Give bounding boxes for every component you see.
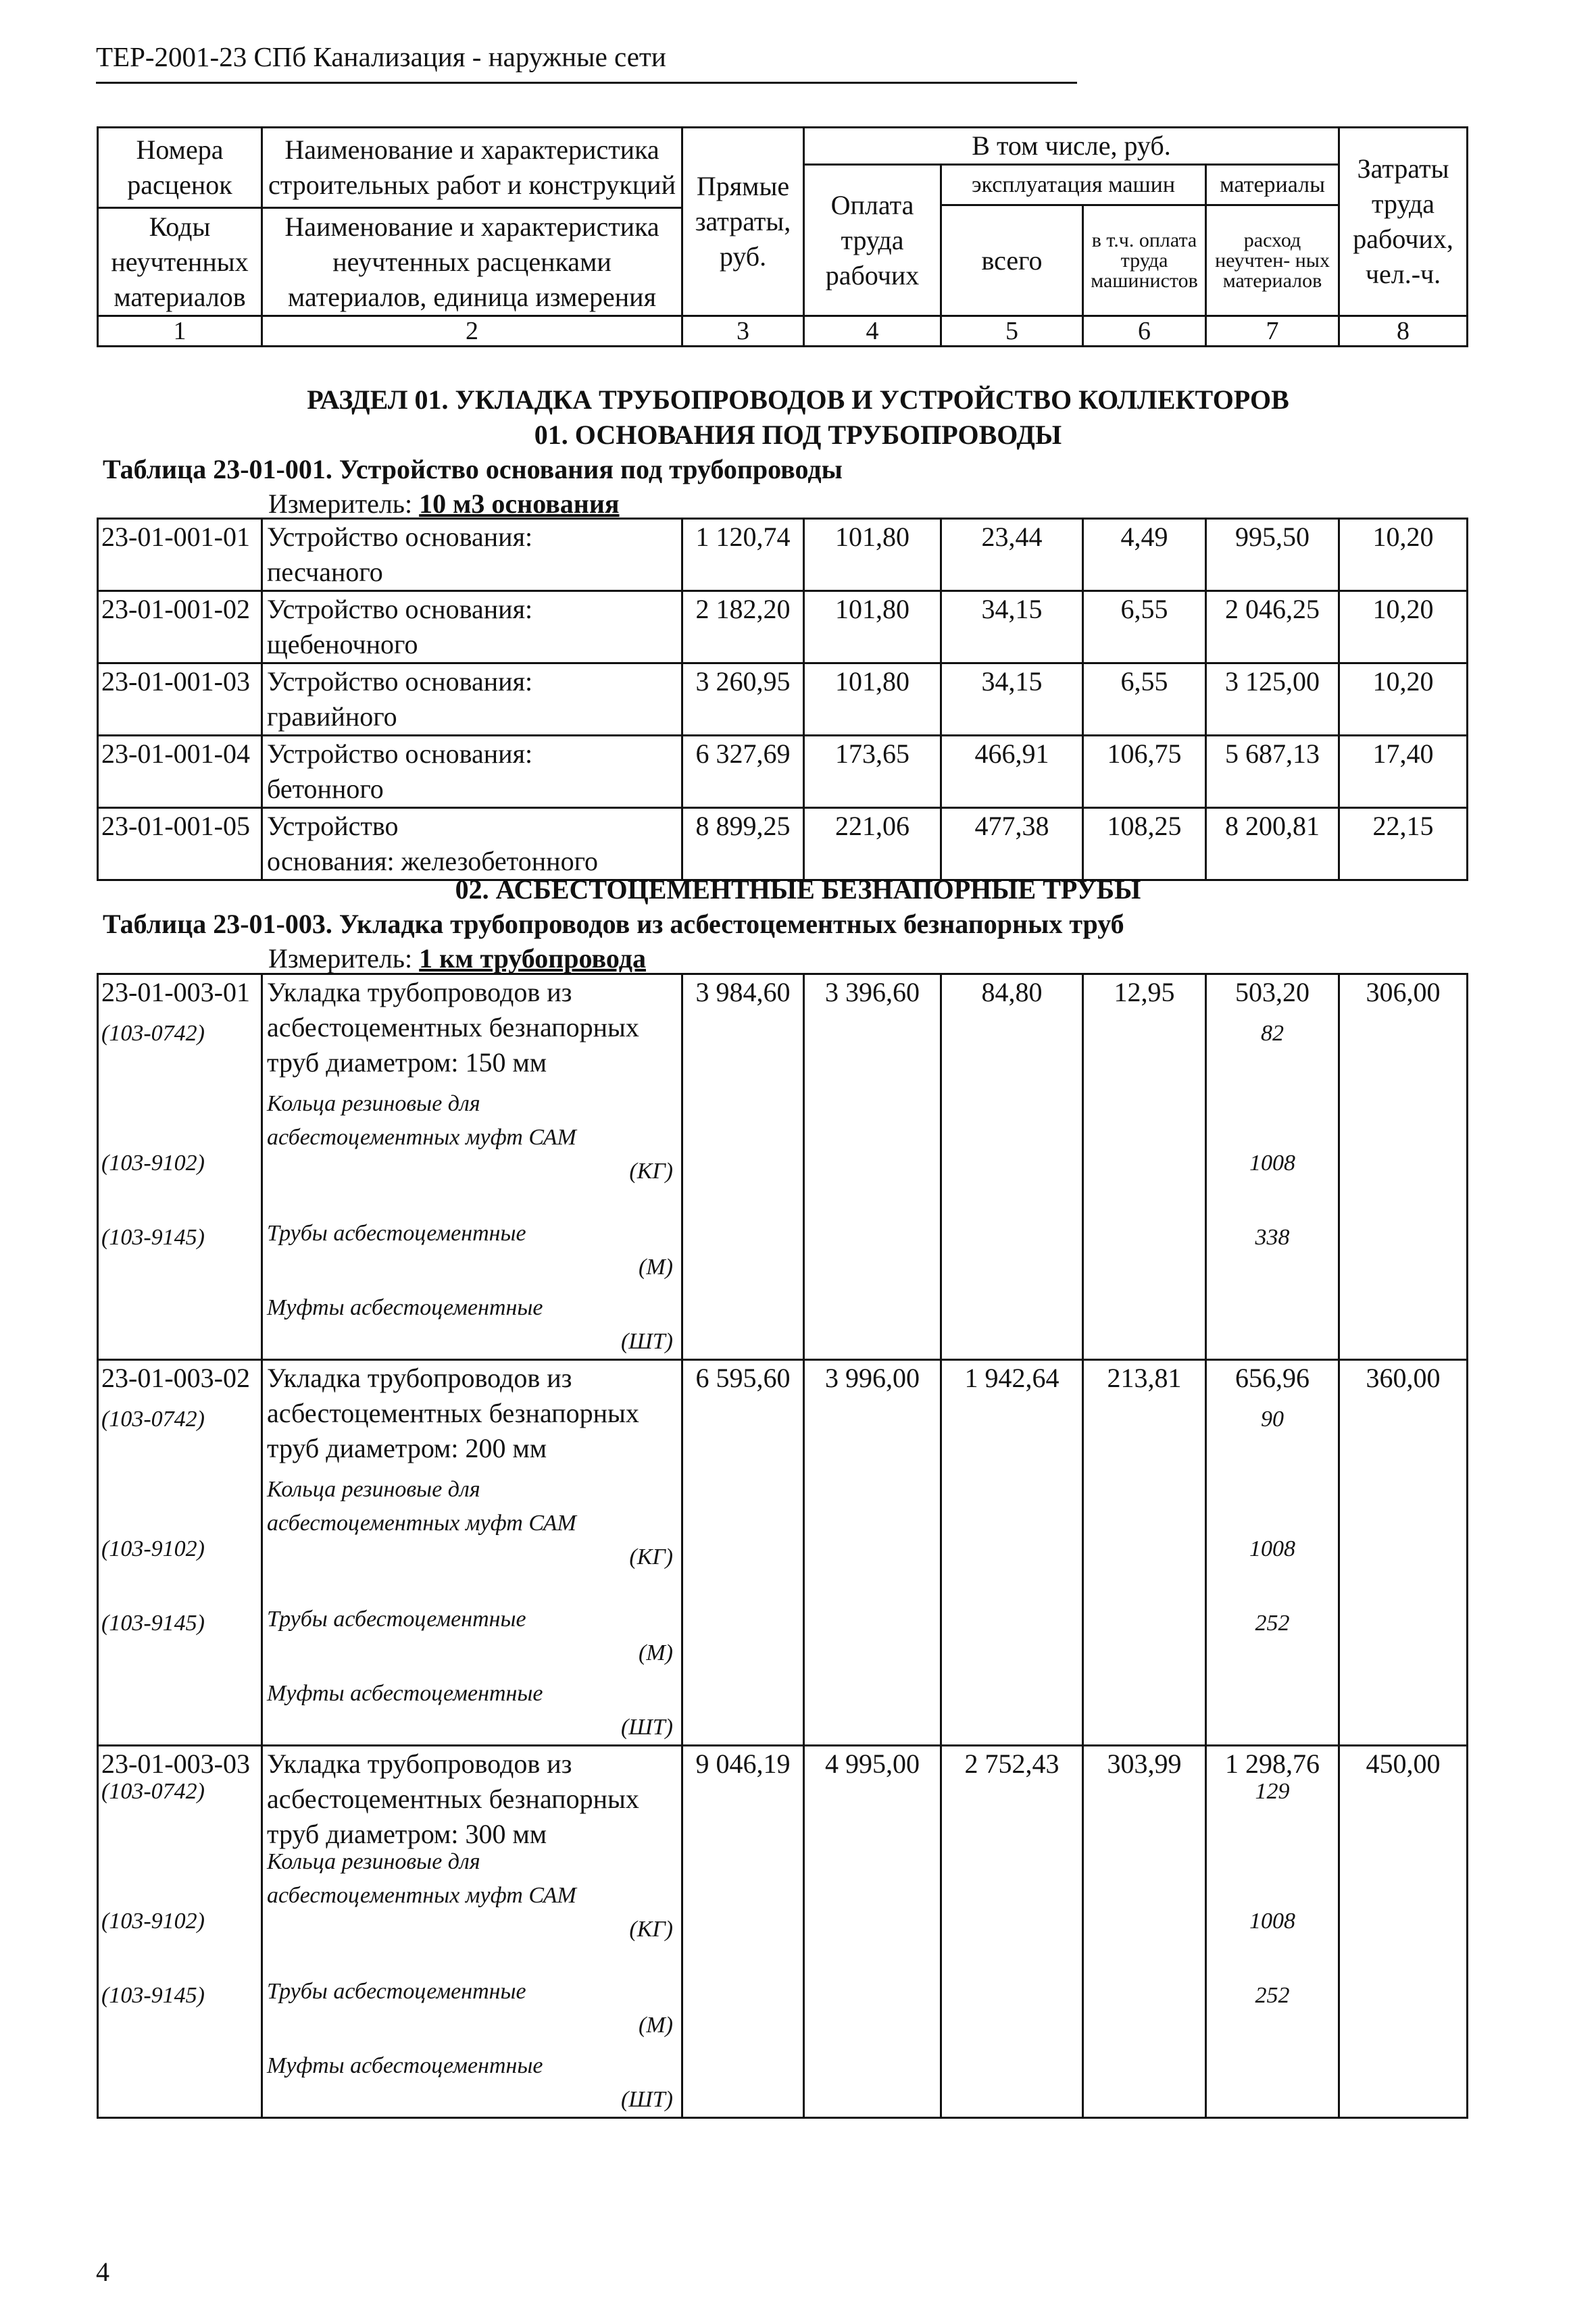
cell-labor: 306,00	[1339, 974, 1468, 1360]
cell-labor: 360,00	[1339, 1360, 1468, 1746]
rate-name-line: Устройство основания:	[267, 666, 533, 697]
cell-direct: 6 327,69	[682, 736, 804, 808]
cell-direct: 6 595,60	[682, 1360, 804, 1746]
rate-name-line: Устройство основания:	[267, 594, 533, 624]
rate-code-cell	[98, 1360, 262, 1746]
cell-labor: 22,15	[1339, 808, 1468, 880]
col-name-header: Наименование и характеристика строительных работ и конструкций	[262, 128, 682, 208]
cell-mach-wage: 303,99	[1083, 1746, 1206, 2118]
col-number: 8	[1339, 316, 1468, 347]
section-title: РАЗДЕЛ 01. УКЛАДКА ТРУБОПРОВОДОВ И УСТРОЙСТВО КОЛЛЕКТОРОВ	[307, 384, 1289, 415]
unit-label: Измеритель:	[268, 488, 413, 519]
rate-name-line: гравийного	[267, 701, 397, 732]
rate-name	[262, 1360, 682, 1746]
material-name-line: Муфты асбестоцементные	[267, 2053, 543, 2078]
cell-materials	[1206, 1360, 1339, 1746]
table1	[97, 518, 1468, 881]
material-unit: (КГ)	[629, 1544, 673, 1569]
rate-name-line: Устройство	[267, 811, 399, 841]
col-number: 6	[1083, 316, 1206, 347]
rate-name-line: Укладка трубопроводов из	[267, 977, 572, 1007]
material-code: (103-9102)	[101, 1151, 205, 1176]
rate-name	[262, 663, 682, 736]
rate-name-line: щебеночного	[267, 629, 418, 659]
col-number: 7	[1206, 316, 1339, 347]
material-name-line: асбестоцементных муфт САМ	[267, 1883, 576, 1908]
material-code: (103-0742)	[101, 1021, 205, 1046]
cell-mach: 2 752,43	[941, 1746, 1083, 2118]
col-materials-unaccounted-header: расход неучтен- ных материалов	[1206, 205, 1339, 316]
rate-code-cell	[98, 974, 262, 1360]
table2	[97, 973, 1468, 2119]
cell-materials: 8 200,81	[1206, 808, 1339, 880]
rate-code-cell	[98, 1746, 262, 2118]
unit-value: 10 м3 основания	[419, 488, 620, 519]
cell-mach: 477,38	[941, 808, 1083, 880]
cell-wage: 221,06	[804, 808, 941, 880]
cell-mach-wage: 6,55	[1083, 591, 1206, 663]
rate-name-line: Устройство основания:	[267, 522, 533, 552]
col-machines-wage-header: в т.ч. оплата труда машинистов	[1083, 205, 1206, 316]
cell-materials	[1206, 974, 1339, 1360]
material-code-block	[101, 1979, 258, 2046]
material-unit: (М)	[639, 1640, 673, 1665]
rate-name-line: Укладка трубопроводов из	[267, 1749, 572, 1779]
cell-wage: 4 995,00	[804, 1746, 941, 2118]
cell-mach-wage: 108,25	[1083, 808, 1206, 880]
cell-labor: 10,20	[1339, 663, 1468, 736]
col-machines-header: эксплуатация машин	[941, 165, 1206, 205]
rate-code: 23-01-001-03	[98, 663, 262, 736]
rate-name	[262, 1746, 682, 2118]
material-qty: 129	[1255, 1779, 1290, 1804]
material-name-line: асбестоцементных муфт САМ	[267, 1125, 576, 1150]
rate-code: 23-01-001-05	[98, 808, 262, 880]
materials-value: 1 298,76	[1225, 1749, 1320, 1779]
material-qty: 338	[1255, 1225, 1290, 1250]
rate-name-line: труб диаметром: 300 мм	[267, 1819, 547, 1849]
material-code-block	[101, 1532, 258, 1600]
material-code: (103-9145)	[101, 1225, 205, 1250]
rate-name-line: основания: железобетонного	[267, 846, 598, 876]
materials-value: 503,20	[1235, 977, 1310, 1007]
material-unit: (ШТ)	[620, 2087, 673, 2112]
material-code: (103-9102)	[101, 1909, 205, 1934]
rate-code: 23-01-001-04	[98, 736, 262, 808]
cell-mach: 34,15	[941, 591, 1083, 663]
rate-code: 23-01-001-01	[98, 519, 262, 591]
rate-name	[262, 808, 682, 880]
material-unit: (ШТ)	[620, 1329, 673, 1354]
cell-mach-wage: 12,95	[1083, 974, 1206, 1360]
cell-mach: 84,80	[941, 974, 1083, 1360]
col-number: 4	[804, 316, 941, 347]
page-number: 4	[96, 2257, 109, 2287]
section2-title: 02. АСБЕСТОЦЕМЕНТНЫЕ БЕЗНАПОРНЫЕ ТРУБЫ	[455, 874, 1141, 905]
table2-unit	[268, 942, 646, 976]
cell-labor: 450,00	[1339, 1746, 1468, 2118]
cell-mach-wage: 106,75	[1083, 736, 1206, 808]
rate-name-line: песчаного	[267, 557, 383, 587]
col-codes-header: Коды неучтенных материалов	[98, 208, 262, 316]
material-name-line: Кольца резиновые для	[267, 1477, 480, 1502]
table-row	[98, 974, 1468, 1360]
rate-name-line: асбестоцементных безнапорных	[267, 1398, 639, 1428]
material-code-block	[101, 1147, 258, 1214]
cell-mach-wage: 6,55	[1083, 663, 1206, 736]
col-direct-header: Прямые затраты, руб.	[682, 128, 804, 316]
rate-name-line: Укладка трубопроводов из	[267, 1363, 572, 1393]
material-name-block	[267, 1087, 677, 1188]
rate-name	[262, 519, 682, 591]
col-material-name-header: Наименование и характеристика неучтенных расценками материалов, единица измерения	[262, 208, 682, 316]
cell-mach: 23,44	[941, 519, 1083, 591]
material-unit: (ШТ)	[620, 1715, 673, 1740]
page-header-title: ТЕР-2001-23 СПб Канализация - наружные сети	[96, 41, 666, 72]
cell-materials: 3 125,00	[1206, 663, 1339, 736]
cell-wage: 3 996,00	[804, 1360, 941, 1746]
cell-direct: 1 120,74	[682, 519, 804, 591]
table-row	[98, 519, 1468, 591]
rate-code: 23-01-003-03	[101, 1749, 250, 1779]
header-rule	[96, 82, 1077, 84]
material-qty: 90	[1261, 1407, 1284, 1432]
material-unit: (КГ)	[629, 1159, 673, 1184]
cell-direct: 8 899,25	[682, 808, 804, 880]
material-name-block	[267, 1291, 677, 1359]
unit-value: 1 км трубопровода	[419, 943, 646, 974]
material-name-line: Муфты асбестоцементные	[267, 1681, 543, 1706]
unit-label: Измеритель:	[268, 943, 413, 974]
cell-wage: 173,65	[804, 736, 941, 808]
table-row	[98, 736, 1468, 808]
material-name-block	[267, 1473, 677, 1574]
cell-direct: 3 984,60	[682, 974, 804, 1360]
rate-name-line: труб диаметром: 150 мм	[267, 1047, 547, 1078]
cell-mach-wage: 4,49	[1083, 519, 1206, 591]
material-code-block	[101, 1403, 258, 1504]
table2-caption: Таблица 23-01-003. Укладка трубопроводов из асбестоцементных безнапорных труб	[103, 909, 1124, 939]
cell-materials: 2 046,25	[1206, 591, 1339, 663]
material-qty: 252	[1255, 1983, 1290, 2008]
rate-name	[262, 974, 682, 1360]
table-row	[98, 591, 1468, 663]
cell-mach: 1 942,64	[941, 1360, 1083, 1746]
material-name-block	[267, 2049, 677, 2117]
material-name-line: Кольца резиновые для	[267, 1849, 480, 1874]
material-qty: 252	[1255, 1611, 1290, 1636]
materials-value: 656,96	[1235, 1363, 1310, 1393]
col-materials-header: материалы	[1206, 165, 1339, 205]
material-code-block	[101, 1607, 258, 1674]
material-name-line: Муфты асбестоцементные	[267, 1295, 543, 1320]
table-row	[98, 1360, 1468, 1746]
column-header-table	[97, 126, 1468, 347]
material-name-block	[267, 1677, 677, 1744]
col-number: 1	[98, 316, 262, 347]
cell-labor: 10,20	[1339, 519, 1468, 591]
material-code: (103-9145)	[101, 1611, 205, 1636]
cell-wage: 101,80	[804, 519, 941, 591]
col-including-header: В том числе, руб.	[804, 128, 1339, 165]
cell-direct: 9 046,19	[682, 1746, 804, 2118]
table-row	[98, 808, 1468, 880]
material-code: (103-9145)	[101, 1983, 205, 2008]
cell-mach-wage: 213,81	[1083, 1360, 1206, 1746]
cell-wage: 101,80	[804, 663, 941, 736]
material-name-block	[267, 1603, 677, 1670]
section-subtitle: 01. ОСНОВАНИЯ ПОД ТРУБОПРОВОДЫ	[534, 420, 1062, 450]
rate-code: 23-01-003-01	[101, 977, 250, 1007]
material-code-block	[101, 1905, 258, 1972]
rate-name	[262, 736, 682, 808]
material-code: (103-9102)	[101, 1536, 205, 1561]
material-code-block	[101, 1775, 258, 1876]
material-qty: 82	[1261, 1021, 1284, 1046]
cell-labor: 10,20	[1339, 591, 1468, 663]
rate-name-line: асбестоцементных безнапорных	[267, 1784, 639, 1814]
material-name-line: Трубы асбестоцементные	[267, 1221, 526, 1246]
material-name-block	[267, 1217, 677, 1284]
col-number: 5	[941, 316, 1083, 347]
col-numbers-header: Номера расценок	[98, 128, 262, 208]
material-name-line: Трубы асбестоцементные	[267, 1607, 526, 1632]
col-wage-header: Оплата труда рабочих	[804, 165, 941, 316]
material-qty: 1008	[1249, 1151, 1295, 1176]
material-code-block	[101, 1221, 258, 1288]
col-number: 3	[682, 316, 804, 347]
material-unit: (М)	[639, 2013, 673, 2038]
cell-direct: 2 182,20	[682, 591, 804, 663]
table-row	[98, 1746, 1468, 2118]
cell-direct: 3 260,95	[682, 663, 804, 736]
rate-name-line: бетонного	[267, 774, 384, 804]
table1-unit	[268, 487, 620, 521]
material-code-block	[101, 1017, 258, 1118]
col-number: 2	[262, 316, 682, 347]
cell-mach: 466,91	[941, 736, 1083, 808]
table1-caption: Таблица 23-01-001. Устройство основания под трубопроводы	[103, 454, 843, 484]
cell-mach: 34,15	[941, 663, 1083, 736]
material-unit: (М)	[639, 1255, 673, 1280]
cell-wage: 3 396,60	[804, 974, 941, 1360]
material-name-line: Трубы асбестоцементные	[267, 1979, 526, 2004]
material-name-block	[267, 1845, 677, 1946]
material-name-block	[267, 1975, 677, 2042]
rate-code: 23-01-001-02	[98, 591, 262, 663]
cell-labor: 17,40	[1339, 736, 1468, 808]
material-unit: (КГ)	[629, 1917, 673, 1942]
material-code: (103-0742)	[101, 1779, 205, 1804]
material-qty: 1008	[1249, 1909, 1295, 1934]
col-machines-total-header: всего	[941, 205, 1083, 316]
material-code: (103-0742)	[101, 1407, 205, 1432]
rate-name	[262, 591, 682, 663]
material-qty: 1008	[1249, 1536, 1295, 1561]
col-labor-header: Затраты труда рабочих, чел.-ч.	[1339, 128, 1468, 316]
cell-materials	[1206, 1746, 1339, 2118]
material-name-line: асбестоцементных муфт САМ	[267, 1511, 576, 1536]
material-name-line: Кольца резиновые для	[267, 1091, 480, 1116]
rate-name-line: Устройство основания:	[267, 738, 533, 769]
cell-materials: 5 687,13	[1206, 736, 1339, 808]
rate-name-line: асбестоцементных безнапорных	[267, 1012, 639, 1042]
rate-code: 23-01-003-02	[101, 1363, 250, 1393]
cell-wage: 101,80	[804, 591, 941, 663]
table-row	[98, 663, 1468, 736]
rate-name-line: труб диаметром: 200 мм	[267, 1433, 547, 1463]
cell-materials: 995,50	[1206, 519, 1339, 591]
